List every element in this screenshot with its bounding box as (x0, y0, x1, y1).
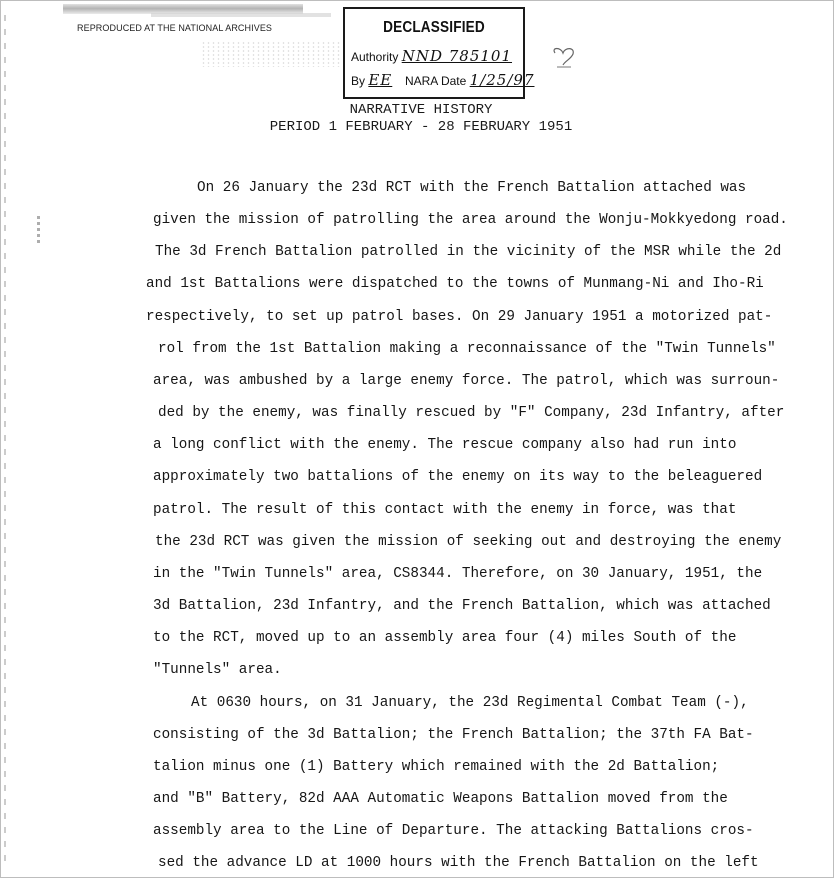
stamp-by-value: EE (368, 71, 393, 89)
text-line: "Tunnels" area. (153, 662, 282, 678)
text-line: respectively, to set up patrol bases. On 29 January 1951 a motorized pat- (146, 309, 773, 325)
text-line: the 23d RCT was given the mission of seeking out and destroying the enemy (155, 534, 782, 550)
declassified-stamp (343, 7, 535, 99)
text-line: a long conflict with the enemy. The rescue company also had run into (153, 437, 737, 453)
text-line: The 3d French Battalion patrolled in the vicinity of the MSR while the 2d (155, 244, 782, 260)
text-line: talion minus one (1) Battery which remained with the 2d Battalion; (153, 759, 720, 775)
stamp-date-label: NARA Date (404, 74, 467, 88)
text-line: to the RCT, moved up to an assembly area four (4) miles South of the (153, 630, 737, 646)
stamp-date-value: 1/25/97 (469, 71, 535, 89)
stamp-by-label: By (351, 74, 366, 88)
text-line: 3d Battalion, 23d Infantry, and the French Battalion, which was attached (153, 598, 771, 614)
scan-edge-mark (4, 15, 6, 865)
text-line: and 1st Battalions were dispatched to the towns of Munmang-Ni and Iho-Ri (146, 276, 764, 292)
text-line: area, was ambushed by a large enemy force. The patrol, which was surroun- (153, 373, 780, 389)
handwritten-mark (549, 45, 579, 71)
document-period: PERIOD 1 FEBRUARY - 28 FEBRUARY 1951 (269, 119, 573, 135)
text-line: patrol. The result of this contact with the enemy in force, was that (153, 502, 737, 518)
archives-label: REPRODUCED AT THE NATIONAL ARCHIVES (77, 23, 273, 33)
text-line: given the mission of patrolling the area around the Wonju-Mokkyedong road. (153, 212, 788, 228)
text-line: in the "Twin Tunnels" area, CS8344. Therefore, on 30 January, 1951, the (153, 566, 763, 582)
stamp-authority-label: Authority (351, 50, 399, 64)
stamp-authority-value: NND 785101 (401, 47, 513, 65)
text-line: approximately two battalions of the enemy on its way to the beleaguered (153, 469, 763, 485)
document-title: NARRATIVE HISTORY (349, 102, 493, 118)
text-line: At 0630 hours, on 31 January, the 23d Regimental Combat Team (-), (191, 695, 749, 711)
text-line: sed the advance LD at 1000 hours with the French Battalion on the left (158, 855, 759, 871)
text-line: assembly area to the Line of Departure. The attacking Battalions cros- (153, 823, 754, 839)
scan-streak (151, 13, 331, 17)
stamp-title: DECLASSIFIED (383, 19, 485, 36)
text-line: consisting of the 3d Battalion; the French Battalion; the 37th FA Bat- (153, 727, 754, 743)
stamp-by-row (351, 71, 534, 89)
text-line: and "B" Battery, 82d AAA Automatic Weapons Battalion moved from the (153, 791, 728, 807)
text-line: rol from the 1st Battalion making a reconnaissance of the "Twin Tunnels" (158, 341, 776, 357)
text-line: ded by the enemy, was finally rescued by "F" Company, 23d Infantry, after (158, 405, 785, 421)
stamp-authority-row (351, 47, 512, 65)
scan-speckle (201, 41, 341, 67)
text-line: On 26 January the 23d RCT with the French Battalion attached was (197, 180, 747, 196)
scan-edge-mark (37, 216, 40, 246)
